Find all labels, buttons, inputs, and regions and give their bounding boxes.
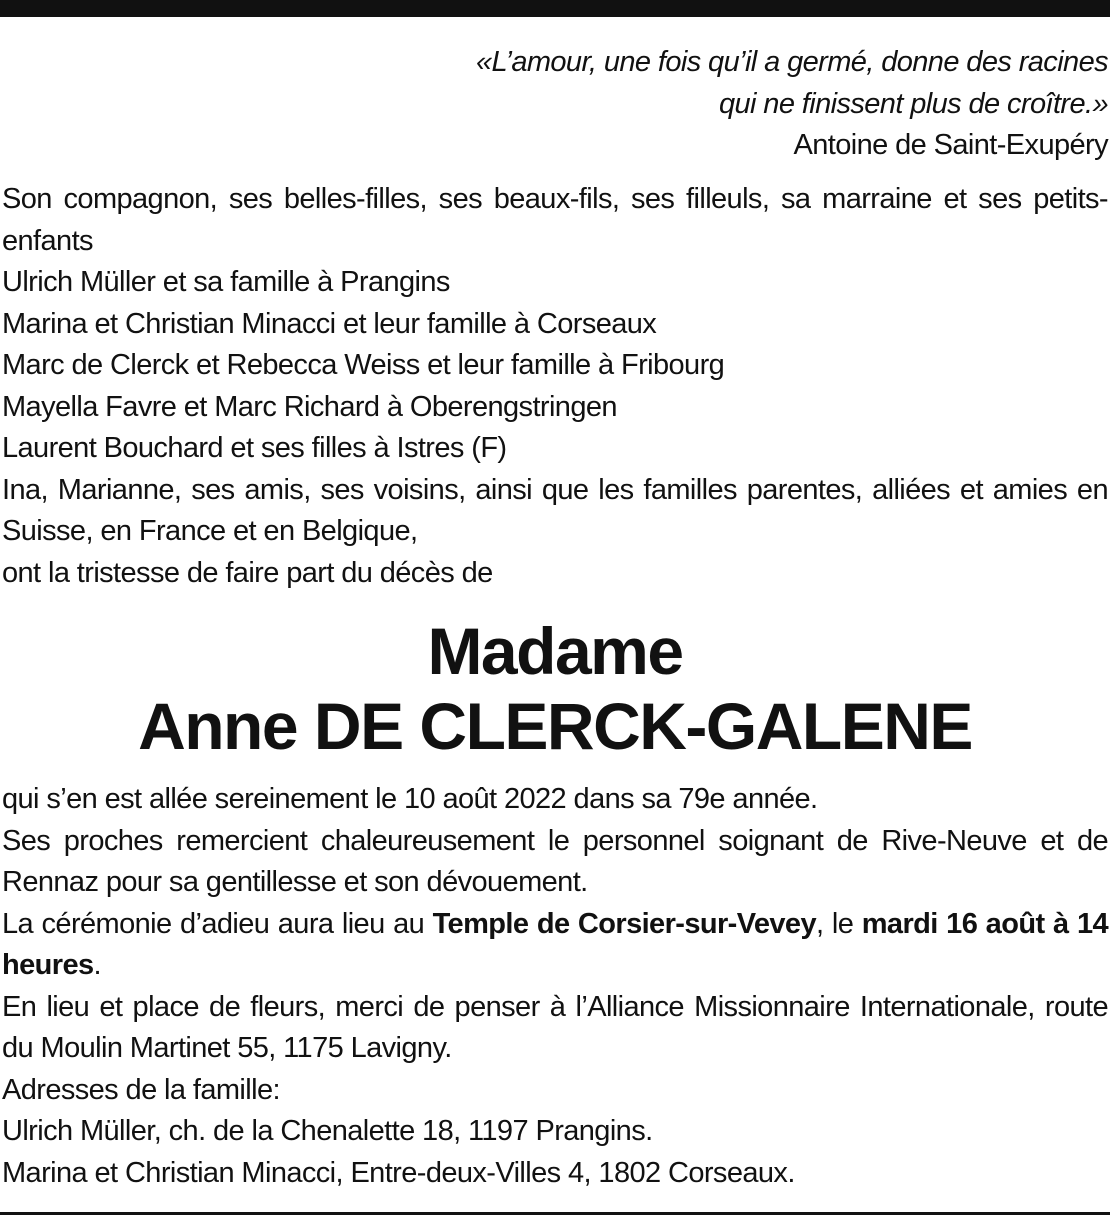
deceased-name: Anne DE CLERCK-GALENE — [138, 689, 972, 763]
quote-line-2: qui ne finissent plus de croître.» — [718, 87, 1108, 120]
family-member: Mayella Favre et Marc Richard à Oberengstringen — [2, 390, 617, 423]
ceremony-middle: , le — [815, 907, 862, 940]
family-announcement — [2, 179, 1108, 594]
ceremony-suffix: . — [93, 949, 101, 981]
top-rule — [0, 0, 1110, 17]
announcement-line: ont la tristesse de faire part du décès de — [2, 556, 493, 589]
family-address: Marina et Christian Minacci, Entre-deux-Villes 4, 1802 Corseaux. — [2, 1156, 795, 1189]
bottom-rule — [0, 1212, 1110, 1215]
family-member: Marina et Christian Minacci et leur famille à Corseaux — [2, 307, 657, 340]
ceremony-date: mardi 16 août à 14 heures — [2, 907, 1108, 981]
addresses-label: Adresses de la famille: — [2, 1073, 280, 1106]
ceremony-prefix: La cérémonie d’adieu aura lieu au — [2, 907, 433, 940]
quote-author: Antoine de Saint-Exupéry — [793, 129, 1108, 161]
thanks-paragraph: Ses proches remercient chaleureusement le personnel soignant de Rive-Neuve et de Rennaz pour sa gentillesse et son dévouement. — [2, 824, 1108, 898]
passing-line: qui s’en est allée sereinement le 10 août 2022 dans sa 79e année. — [2, 783, 818, 815]
obituary-details — [2, 779, 1108, 1194]
friends-line: Ina, Marianne, ses amis, ses voisins, ainsi que les familles parentes, alliées et amies en Suisse, en France et en Belgique, — [2, 473, 1108, 547]
family-member: Laurent Bouchard et ses filles à Istres (F) — [2, 432, 507, 464]
quote-line-1: «L’amour, une fois qu’il a germé, donne des racines — [476, 46, 1108, 78]
family-line: Son compagnon, ses belles-filles, ses beaux-fils, ses filleuls, sa marraine et ses petits-enfants — [2, 183, 1108, 257]
ceremony-paragraph — [2, 904, 1108, 987]
epigraph-quote — [476, 42, 1108, 167]
family-address: Ulrich Müller, ch. de la Chenalette 18, 1197 Prangins. — [2, 1115, 653, 1147]
family-member: Marc de Clerck et Rebecca Weiss et leur famille à Fribourg — [2, 349, 725, 381]
donation-paragraph: En lieu et place de fleurs, merci de penser à l’Alliance Missionnaire Internationale, route du Moulin Martinet 55, 1175 Lavigny. — [2, 990, 1108, 1064]
ceremony-place: Temple de Corsier-sur-Vevey — [432, 907, 816, 940]
family-member: Ulrich Müller et sa famille à Prangins — [2, 266, 450, 298]
deceased-title: Madame — [427, 614, 683, 688]
deceased-name-block — [0, 614, 1110, 764]
